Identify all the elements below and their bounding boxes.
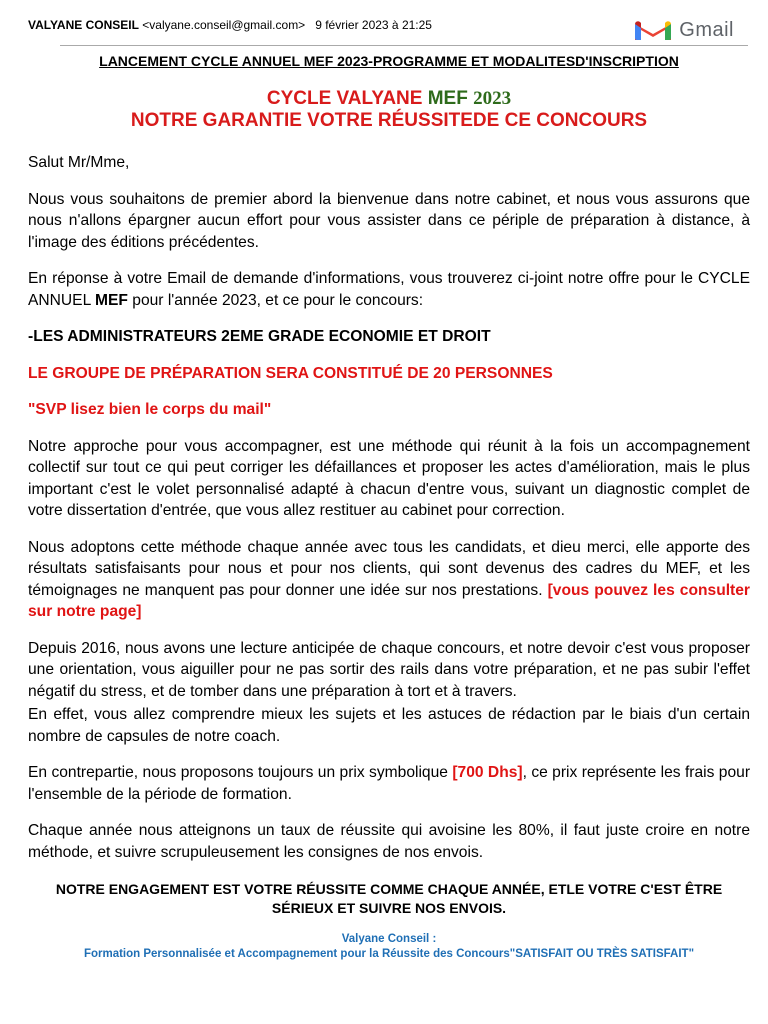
paragraph-capsules: En effet, vous allez comprendre mieux les sujets et les astuces de rédaction par le biais d'un certain nombre de capsules de notre coach. [28,706,750,745]
paragraph-success-rate: Chaque année nous atteignons un taux de réussite qui avoisine les 80%, il faut juste croire en notre méthode, et suivre scrupuleusement les consignes de nos envois. [28,822,750,861]
headline-read-mail: "SVP lisez bien le corps du mail" [28,401,272,418]
paragraph-welcome: Nous vous souhaitons de premier abord la bienvenue dans notre cabinet, et nous vous assurons que nous n'allons épargner aucun effort pour vous assister dans ce périple de préparation à distance, à l'image des éditions précédentes. [28,190,750,251]
paragraph-approach: Notre approche pour vous accompagner, est une méthode qui réunit à la fois un accompagnement collectif sur tout ce qui peut corriger les défaillances et proposer les actes d'amélioration, mais le plus important c'est le volet personnalisé adapté à chacun d'entre vous, suivant un diagnostic complet de votre dissertation d'entrée, que vous allez restituer au cabinet pour correction. [28,437,750,519]
offer-text-end: pour l'année 2023, et ce pour le concours: [127,291,424,309]
testimonials-link[interactable]: [vous pouvez les consulter sur notre page] [28,581,750,620]
email-subject: LANCEMENT CYCLE ANNUEL MEF 2023-PROGRAMME ET MODALITESD'INSCRIPTION [99,53,679,69]
signature-name: Valyane Conseil : [341,933,437,945]
price-value: [700 Dhs] [452,764,523,781]
paragraph-price [28,762,750,805]
title-line-1 [0,88,768,110]
price-text: En contrepartie, nous proposons toujours un prix symbolique [28,764,453,781]
title-mef: MEF [427,88,468,109]
title-year: 2023 [473,88,512,109]
email-header [28,18,432,32]
email-date: 9 février 2023 à 21:25 [315,18,432,32]
paragraph-since-2016: Depuis 2016, nous avons une lecture anticipée de chaque concours, et notre devoir c'est vous proposer une orientation, vous aiguiller pour ne pas sortir des rails dans votre préparation, et ne pas subir l'effet négatif du stress, et de tomber dans une préparation à tort et à travers. [28,639,750,700]
signature-tagline: Formation Personnalisée et Accompagnement pour la Réussite des Concours"SATISFAIT OU TRÈS SATISFAIT" [83,948,695,960]
greeting: Salut Mr/Mme, [28,154,130,171]
method-text: Nous adoptons cette méthode chaque année avec tous les candidats, et dieu merci, elle apporte des résultats satisfaisants pour nous et pour nos clients, qui sont devenus des cadres du MEF, et les témoignages ne manquent pas pour donner une idée sur nos prestations. [28,538,750,599]
email-body [28,152,750,878]
closing-statement: NOTRE ENGAGEMENT EST VOTRE RÉUSSITE COMME CHAQUE ANNÉE, ETLE VOTRE C'EST ÊTRE SÉRIEUX ET SUIVRE NOS ENVOIS. [55,881,723,916]
price-text-end: , ce prix représente les frais pour l'ensemble de la période de formation. [28,764,751,803]
headline-administrateurs: -LES ADMINISTRATEURS 2EME GRADE ECONOMIE ET DROIT [28,328,491,345]
gmail-logo [633,18,734,42]
signature [28,932,750,962]
title-cycle: CYCLE VALYANE [266,88,423,109]
sender-email: <valyane.conseil@gmail.com> [142,18,306,32]
gmail-wordmark: Gmail [679,18,734,41]
header-divider [60,45,748,46]
paragraph-method [28,537,750,623]
title-line-2: NOTRE GARANTIE VOTRE RÉUSSITEDE CE CONCOURS [130,110,648,131]
offer-text: En réponse à votre Email de demande d'informations, vous trouverez ci-joint notre offre pour le CYCLE ANNUEL [28,270,750,309]
offer-mef: MEF [95,291,128,309]
paragraph-offer [28,268,750,311]
sender-name: VALYANE CONSEIL [28,18,139,32]
headline-group-size: LE GROUPE DE PRÉPARATION SERA CONSTITUÉ DE 20 PERSONNES [28,364,553,382]
gmail-m-icon [633,18,673,42]
